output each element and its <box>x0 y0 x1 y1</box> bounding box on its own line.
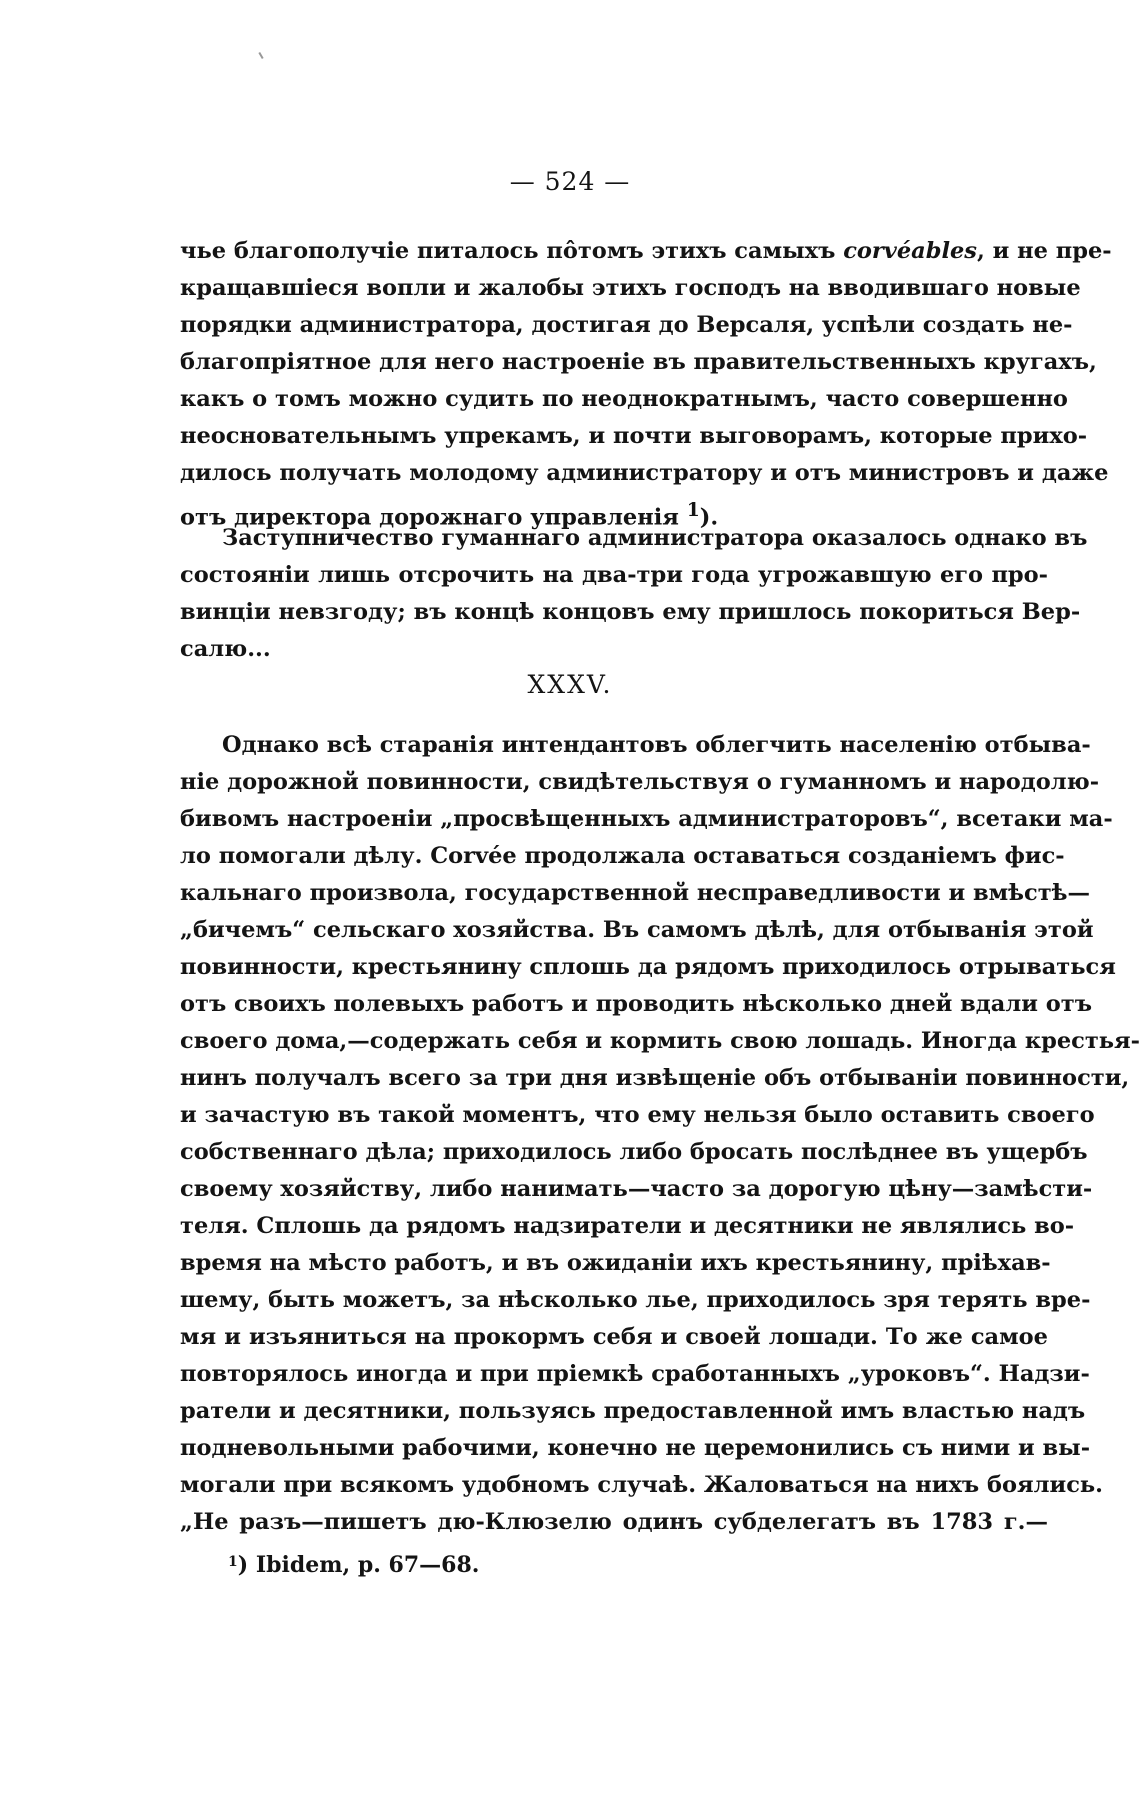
text-line: Заступничество гуманнаго администратора оказалось однако въ <box>222 525 1088 551</box>
text-line: ло помогали дѣлу. Corvée продолжала оставаться созданіемъ фис- <box>180 843 1065 869</box>
text-line: повинности, крестьянину сплошь да рядомъ приходилось отрываться <box>180 954 1116 980</box>
text-line: подневольными рабочими, конечно не церемонились съ ними и вы- <box>180 1435 1091 1461</box>
footnote-marker: 1 <box>228 1554 238 1570</box>
text-line: нинъ получалъ всего за три дня извѣщеніе объ отбываніи повинности, <box>180 1065 1130 1091</box>
text-line: дилось получать молодому администратору и отъ министровъ и даже <box>180 460 1109 486</box>
text-line: ратели и десятники, пользуясь предоставленной имъ властью надъ <box>180 1398 1086 1424</box>
text-line: время на мѣсто работъ, и въ ожиданіи ихъ крестьянину, пріѣхав- <box>180 1250 1051 1276</box>
text-line: Однако всѣ старанія интендантовъ облегчить населенію отбыва- <box>222 732 1091 758</box>
text-line: отъ директора дорожнаго управленія $^1$). <box>180 499 719 531</box>
text-line: какъ о томъ можно судить по неоднократнымъ, часто совершенно <box>180 386 1068 412</box>
text-line: своего дома,—содержать себя и кормить свою лошадь. Иногда крестья- <box>180 1028 1140 1054</box>
text-line: винціи невзгоду; въ концѣ концовъ ему пришлось покориться Вер- <box>180 599 1081 625</box>
text-line: неосновательнымъ упрекамъ, и почти выговорамъ, которые прихо- <box>180 423 1088 449</box>
scan-mark <box>258 52 263 59</box>
text-line: „Не разъ—пишетъ дю-Клюзелю одинъ субделегатъ въ 1783 г.— <box>180 1509 1048 1535</box>
page-number: — 524 — <box>509 167 631 196</box>
text-line: собственнаго дѣла; приходилось либо бросать послѣднее въ ущербъ <box>180 1139 1088 1165</box>
text-line: бивомъ настроеніи „просвѣщенныхъ администраторовъ“, всетаки ма- <box>180 806 1113 832</box>
text-line: „бичемъ“ сельскаго хозяйства. Въ самомъ дѣлѣ, для отбыванія этой <box>180 917 1094 943</box>
text-line: мя и изъяниться на прокормъ себя и своей лошади. То же самое <box>180 1324 1048 1350</box>
text-line: кращавшіеся вопли и жалобы этихъ господъ на вводившаго новые <box>180 275 1081 301</box>
paragraph-1 <box>180 233 1112 531</box>
text-line: состояніи лишь отсрочить на два-три года угрожавшую его про- <box>180 562 1048 588</box>
footnote-ref: 1 <box>686 499 700 521</box>
paragraph-2 <box>180 520 1088 668</box>
footnote <box>228 1547 479 1580</box>
section-heading: XXXV. <box>527 670 613 699</box>
footnote-text: ) Ibidem, p. 67—68. <box>237 1552 480 1578</box>
text-line: салю... <box>180 636 271 662</box>
text-line: благопріятное для него настроеніе въ правительственныхъ кругахъ, <box>180 349 1097 375</box>
text-line: чье благополучіе питалось пôтомъ этихъ самыхъ corvéables, и не пре- <box>180 238 1112 264</box>
text-line: повторялось иногда и при пріемкѣ сработанныхъ „уроковъ“. Надзи- <box>180 1361 1090 1387</box>
text-line: и зачастую въ такой моментъ, что ему нельзя было оставить своего <box>180 1102 1095 1128</box>
text-line: кальнаго произвола, государственной несправедливости и вмѣстѣ— <box>180 880 1090 906</box>
text-line: порядки администратора, достигая до Версаля, успѣли создать не- <box>180 312 1073 338</box>
text-line: ніе дорожной повинности, свидѣтельствуя о гуманномъ и народолю- <box>180 769 1100 795</box>
text-line: могали при всякомъ удобномъ случаѣ. Жаловаться на нихъ боялись. <box>180 1472 1103 1498</box>
text-line: шему, быть можетъ, за нѣсколько лье, приходилось зря терять вре- <box>180 1287 1091 1313</box>
text-line: своему хозяйству, либо нанимать—часто за дорогую цѣну—замѣсти- <box>180 1176 1093 1202</box>
text-line: отъ своихъ полевыхъ работъ и проводить нѣсколько дней вдали отъ <box>180 991 1092 1017</box>
paragraph-3 <box>180 727 1140 1541</box>
text-line: теля. Сплошь да рядомъ надзиратели и десятники не являлись во- <box>180 1213 1075 1239</box>
